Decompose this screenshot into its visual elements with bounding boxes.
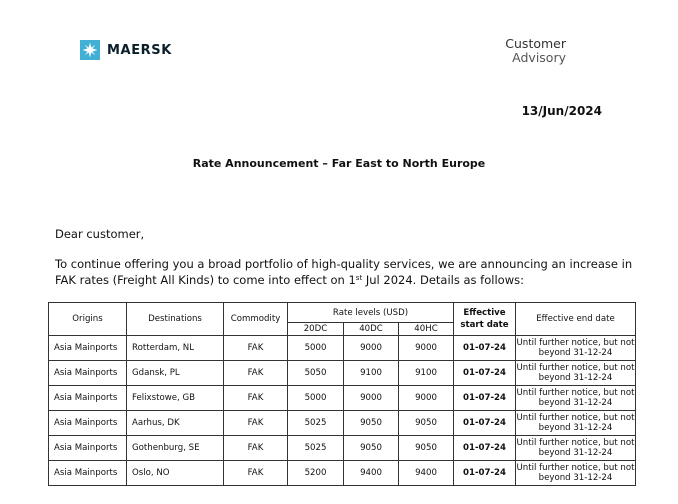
cell-origin: Asia Mainports <box>49 436 127 461</box>
cell-commodity: FAK <box>224 436 288 461</box>
cell-commodity: FAK <box>224 336 288 361</box>
cell-40hc: 9000 <box>399 336 454 361</box>
cell-commodity: FAK <box>224 461 288 486</box>
brand-name: MAERSK <box>107 42 172 58</box>
header-40hc: 40HC <box>399 323 454 336</box>
cell-destination: Gothenburg, SE <box>127 436 224 461</box>
cell-40dc: 9100 <box>344 361 399 386</box>
header-40dc: 40DC <box>344 323 399 336</box>
cell-origin: Asia Mainports <box>49 461 127 486</box>
table-row <box>49 386 636 411</box>
star-icon <box>80 40 100 60</box>
header-rate-levels: Rate levels (USD) <box>288 303 454 323</box>
document-date: 13/Jun/2024 <box>521 104 602 118</box>
advisory-label <box>505 37 566 65</box>
cell-end-date: Until further notice, but not beyond 31-12-24 <box>516 361 636 386</box>
intro-text-end: Jul 2024. Details as follows: <box>362 273 524 287</box>
cell-origin: Asia Mainports <box>49 386 127 411</box>
cell-origin: Asia Mainports <box>49 336 127 361</box>
document-title: Rate Announcement – Far East to North Europe <box>192 157 486 170</box>
cell-end-date: Until further notice, but not beyond 31-12-24 <box>516 461 636 486</box>
cell-start-date: 01-07-24 <box>454 361 516 386</box>
cell-start-date: 01-07-24 <box>454 411 516 436</box>
header-20dc: 20DC <box>288 323 344 336</box>
cell-40hc: 9050 <box>399 436 454 461</box>
cell-destination: Aarhus, DK <box>127 411 224 436</box>
table-row <box>49 461 636 486</box>
cell-destination: Oslo, NO <box>127 461 224 486</box>
intro-text: To continue offering you a broad portfolio of high-quality services, we are announcing an increase in FAK rates (Freight All Kinds) to come into effect on 1 <box>55 257 633 287</box>
cell-end-date: Until further notice, but not beyond 31-12-24 <box>516 436 636 461</box>
cell-start-date: 01-07-24 <box>454 436 516 461</box>
table-row <box>49 336 636 361</box>
intro-paragraph <box>55 256 635 288</box>
cell-destination: Gdansk, PL <box>127 361 224 386</box>
cell-40hc: 9400 <box>399 461 454 486</box>
cell-20dc: 5025 <box>288 411 344 436</box>
cell-commodity: FAK <box>224 361 288 386</box>
cell-end-date: Until further notice, but not beyond 31-12-24 <box>516 386 636 411</box>
cell-commodity: FAK <box>224 411 288 436</box>
cell-end-date: Until further notice, but not beyond 31-12-24 <box>516 336 636 361</box>
cell-40dc: 9050 <box>344 411 399 436</box>
table-row <box>49 411 636 436</box>
header-effective-end: Effective end date <box>516 303 636 336</box>
header-commodity: Commodity <box>224 303 288 336</box>
cell-40dc: 9000 <box>344 336 399 361</box>
cell-end-date: Until further notice, but not beyond 31-12-24 <box>516 411 636 436</box>
advisory-line-1: Customer <box>505 36 566 51</box>
advisory-line-2: Advisory <box>512 50 566 65</box>
cell-origin: Asia Mainports <box>49 411 127 436</box>
cell-destination: Rotterdam, NL <box>127 336 224 361</box>
cell-20dc: 5000 <box>288 386 344 411</box>
cell-start-date: 01-07-24 <box>454 386 516 411</box>
header-destinations: Destinations <box>127 303 224 336</box>
table-row <box>49 436 636 461</box>
cell-start-date: 01-07-24 <box>454 336 516 361</box>
maersk-logo <box>80 40 172 60</box>
greeting: Dear customer, <box>55 227 145 241</box>
intro-superscript: st <box>355 274 363 282</box>
cell-start-date: 01-07-24 <box>454 461 516 486</box>
cell-20dc: 5025 <box>288 436 344 461</box>
header-effective-start: Effective start date <box>454 303 516 336</box>
cell-40dc: 9400 <box>344 461 399 486</box>
table-row <box>49 361 636 386</box>
cell-origin: Asia Mainports <box>49 361 127 386</box>
cell-destination: Felixstowe, GB <box>127 386 224 411</box>
cell-20dc: 5000 <box>288 336 344 361</box>
cell-40dc: 9050 <box>344 436 399 461</box>
cell-40dc: 9000 <box>344 386 399 411</box>
cell-40hc: 9100 <box>399 361 454 386</box>
rate-table <box>48 302 636 486</box>
cell-40hc: 9050 <box>399 411 454 436</box>
cell-20dc: 5050 <box>288 361 344 386</box>
cell-commodity: FAK <box>224 386 288 411</box>
cell-20dc: 5200 <box>288 461 344 486</box>
cell-40hc: 9000 <box>399 386 454 411</box>
header-origins: Origins <box>49 303 127 336</box>
